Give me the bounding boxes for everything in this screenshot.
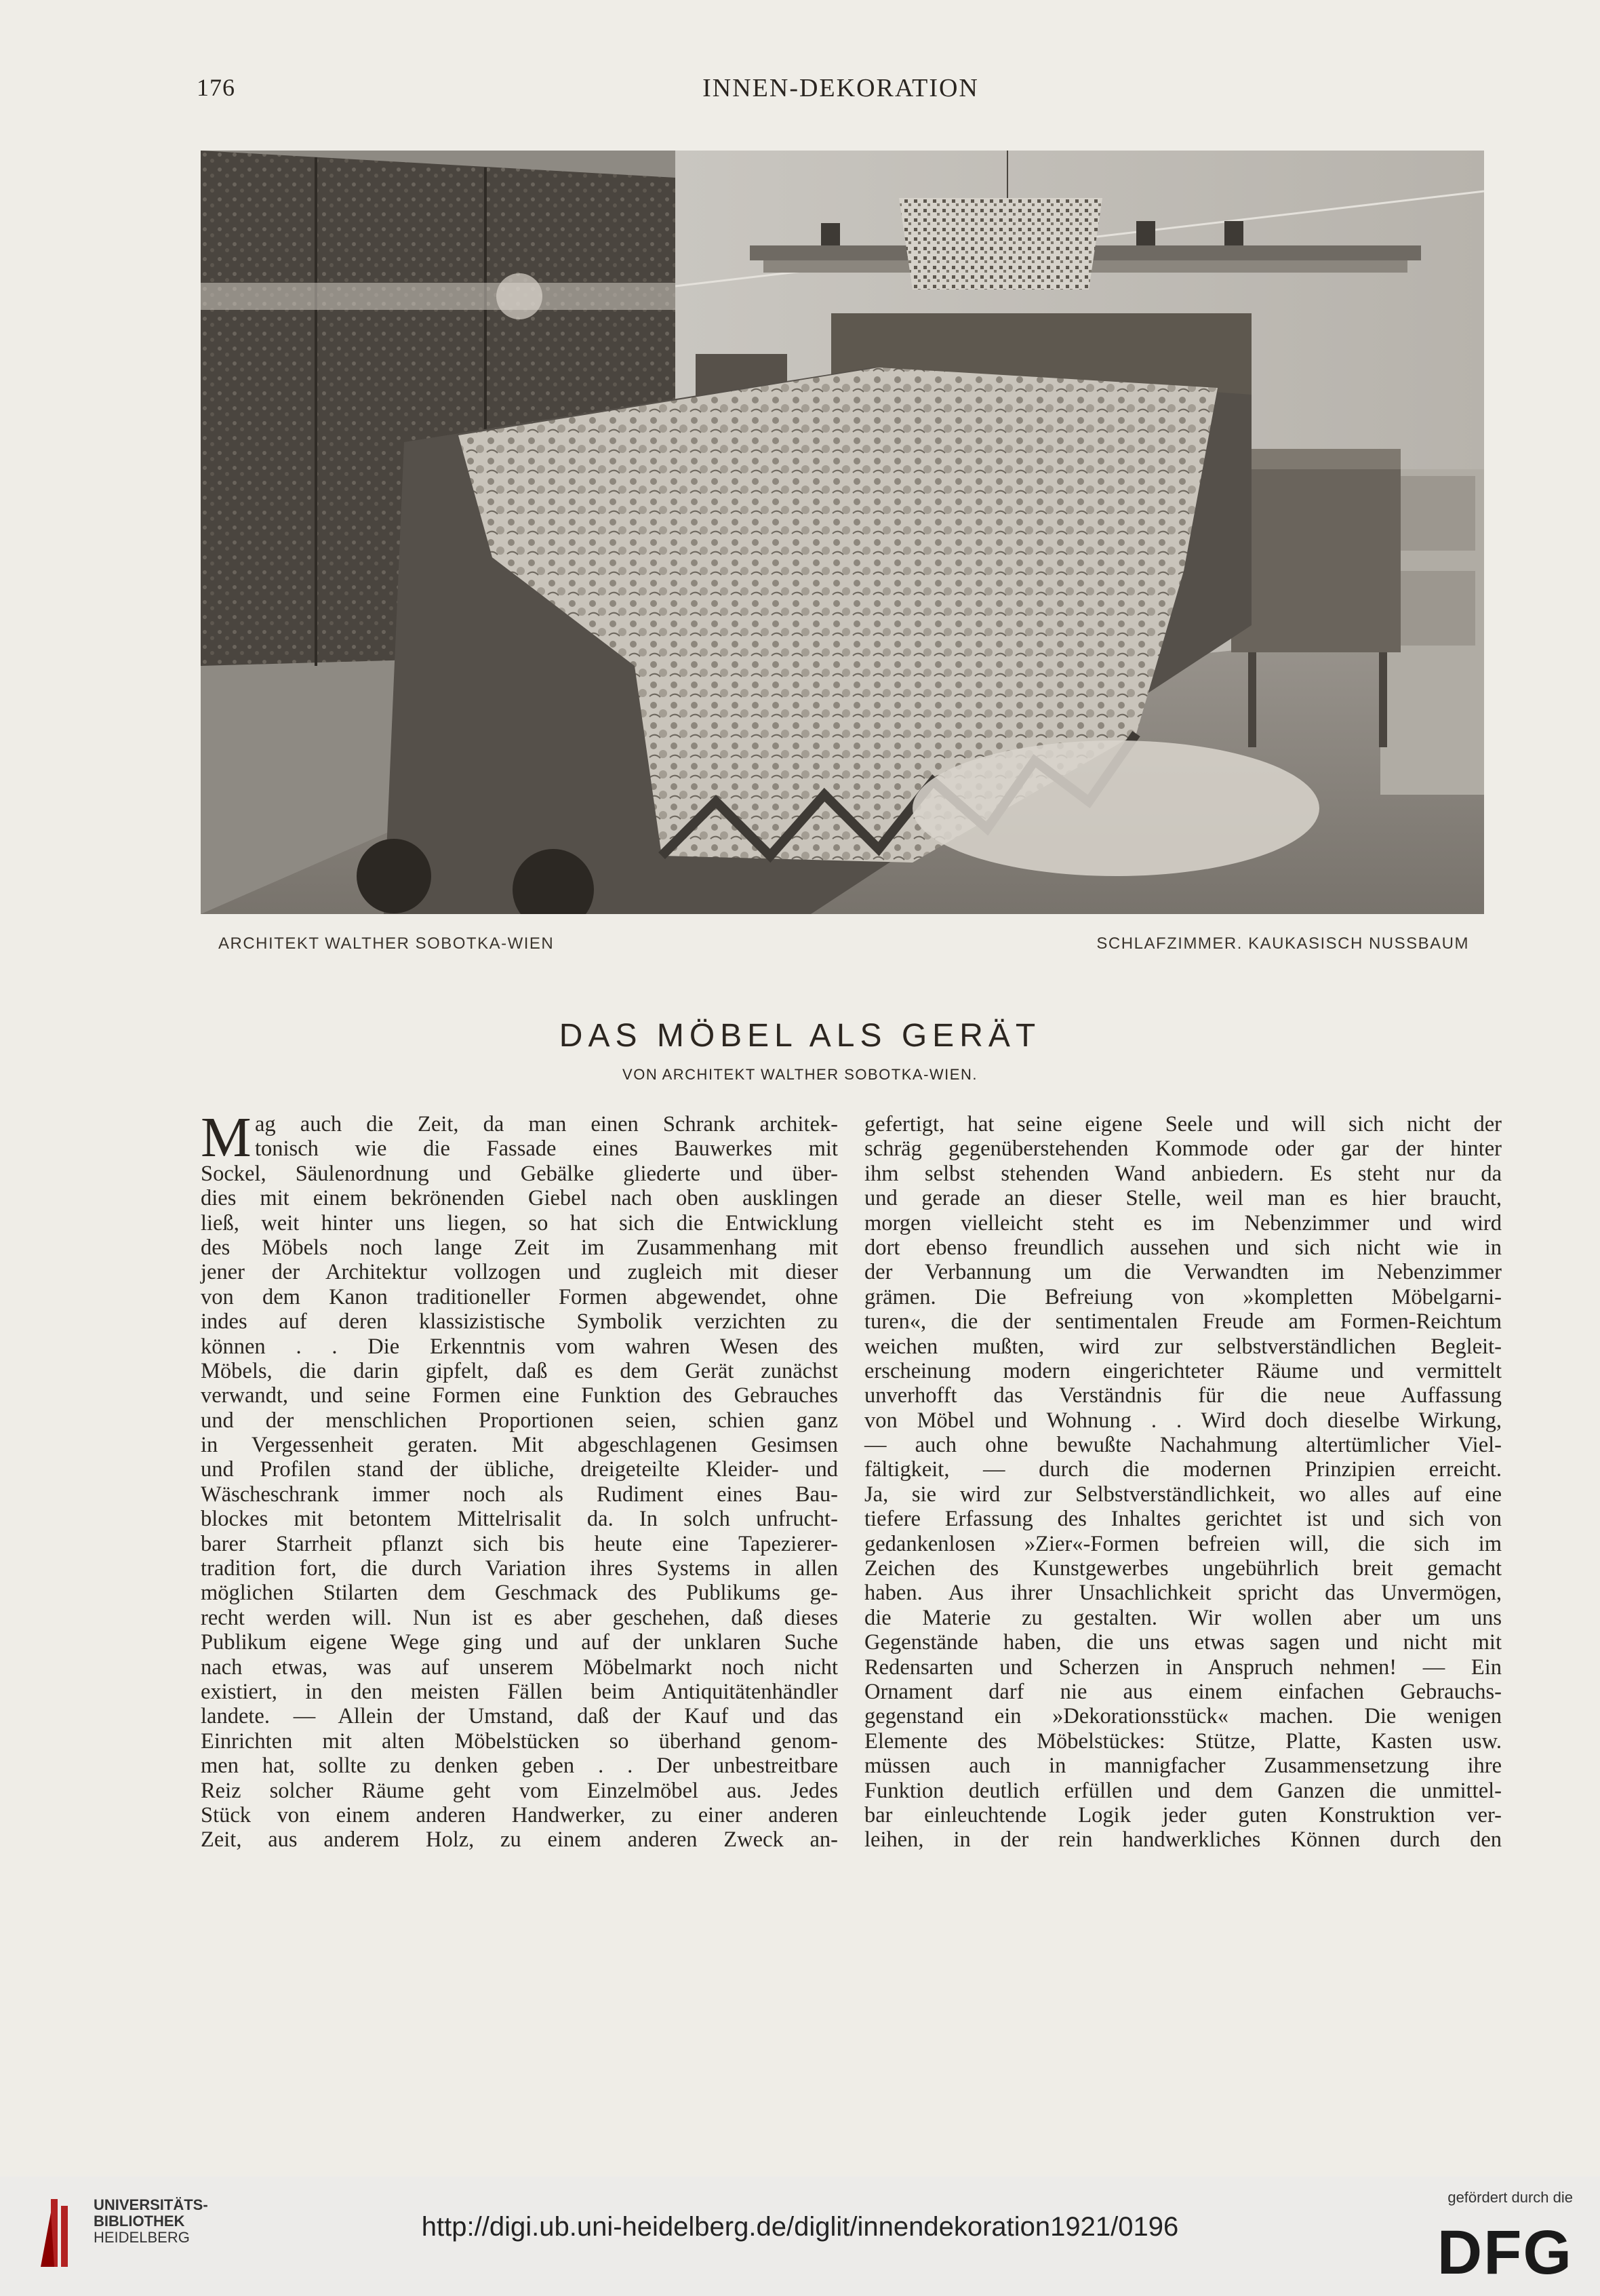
text-line: barer Starrheit pflanzt sich bis heute eine Tapezierer- bbox=[201, 1531, 838, 1556]
text-line: und der menschlichen Proportionen seien, schien ganz bbox=[201, 1408, 838, 1433]
dfg-logo: DFG bbox=[1437, 2218, 1573, 2287]
text-line: der Verbannung um die Verwandten im Nebenzimmer bbox=[864, 1260, 1502, 1285]
drop-cap: M bbox=[201, 1106, 252, 1169]
text-line: nach etwas, was auf unserem Möbelmarkt noch nicht bbox=[201, 1655, 838, 1680]
text-line: gegenstand ein »Dekorationsstück« machen. Die wenigen bbox=[864, 1704, 1502, 1729]
library-line: HEIDELBERG bbox=[94, 2229, 190, 2246]
text-line: ließ, weit hinter uns liegen, so hat sich die Entwicklung bbox=[201, 1210, 838, 1235]
bedroom-photograph bbox=[201, 151, 1484, 914]
text-line: Reiz solcher Räume geht vom Einzelmöbel aus. Jedes bbox=[201, 1778, 838, 1803]
text-line: unverhofft das Verständnis für die neue Auffassung bbox=[864, 1383, 1502, 1408]
text-line: müssen auch in mannigfacher Zusammensetzung ihre bbox=[864, 1754, 1502, 1779]
text-line: und gerade an dieser Stelle, weil man es hier braucht, bbox=[864, 1186, 1502, 1211]
text-line: möglichen Stilarten dem Geschmack des Publikums ge- bbox=[201, 1581, 838, 1606]
text-line: gedankenlosen »Zier«-Formen befreien will, die sich im bbox=[864, 1531, 1502, 1556]
text-line: verwandt, und seine Formen eine Funktion des Gebrauches bbox=[201, 1383, 838, 1408]
funded-by-label: gefördert durch die bbox=[1447, 2189, 1573, 2206]
text-line: landete. — Allein der Umstand, daß der Kauf und das bbox=[201, 1704, 838, 1729]
figure-caption-architect: ARCHITEKT WALTHER SOBOTKA-WIEN bbox=[218, 934, 555, 953]
page-number: 176 bbox=[197, 74, 235, 101]
figure-caption-room: SCHLAFZIMMER. KAUKASISCH NUSSBAUM bbox=[1096, 934, 1469, 953]
text-line: Gegenstände haben, die uns etwas sagen und nicht mit bbox=[864, 1630, 1502, 1655]
text-line: Ja, sie wird zur Selbstverständlichkeit, wo alles auf eine bbox=[864, 1482, 1502, 1507]
text-line: des Möbels noch lange Zeit im Zusammenhang mit bbox=[201, 1235, 838, 1260]
text-line: morgen vielleicht steht es im Nebenzimmer und wird bbox=[864, 1210, 1502, 1235]
text-line: Ornament darf nie aus einem einfachen Gebrauchs- bbox=[864, 1679, 1502, 1704]
text-line: ihm selbst stehenden Wand anbiedern. Es steht nur da bbox=[864, 1161, 1502, 1186]
text-line: gefertigt, hat seine eigene Seele und will sich nicht der bbox=[864, 1112, 1502, 1136]
text-line: haben. Aus ihrer Unsachlichkeit spricht das Unvermögen, bbox=[864, 1581, 1502, 1606]
text-line: Möbels, die darin gipfelt, daß es dem Gerät zunächst bbox=[201, 1358, 838, 1383]
text-line: bar einleuchtende Logik jeder guten Konstruktion ver- bbox=[864, 1802, 1502, 1827]
text-column-left bbox=[201, 1106, 838, 1853]
text-line: — auch ohne bewußte Nachahmung altertümlicher Viel- bbox=[864, 1433, 1502, 1458]
text-line: Publikum eigene Wege ging und auf der unklaren Suche bbox=[201, 1630, 838, 1655]
text-line: recht werden will. Nun ist es aber geschehen, daß dieses bbox=[201, 1605, 838, 1630]
text-line: Funktion deutlich erfüllen und dem Ganzen die unmittel- bbox=[864, 1778, 1502, 1803]
library-line: BIBLIOTHEK bbox=[94, 2213, 185, 2230]
text-line: Wäscheschrank immer noch als Rudiment eines Bau- bbox=[201, 1482, 838, 1507]
text-line: leihen, in der rein handwerkliches Können durch den bbox=[864, 1827, 1502, 1853]
page-header bbox=[197, 73, 1485, 114]
text-line: grämen. Die Befreiung von »kompletten Möbelgarni- bbox=[864, 1284, 1502, 1309]
text-line: dies mit einem bekrönenden Giebel nach oben ausklingen bbox=[201, 1186, 838, 1211]
text-line: Einrichten mit alten Möbelstücken so überhand genom- bbox=[201, 1728, 838, 1754]
text-column-right bbox=[864, 1112, 1502, 1853]
text-line: tonisch wie die Fassade eines Bauwerkes mit bbox=[255, 1136, 838, 1162]
text-line: von Möbel und Wohnung . . Wird doch dieselbe Wirkung, bbox=[864, 1408, 1502, 1433]
text-line: Zeichen des Kunstgewerbes ungebührlich breit gemacht bbox=[864, 1556, 1502, 1581]
article-title: DAS MÖBEL ALS GERÄT bbox=[559, 1018, 1041, 1054]
text-line: tradition fort, die durch Variation ihres Systems in allen bbox=[201, 1556, 838, 1581]
text-line: fältigkeit, — durch die modernen Prinzipien erreicht. bbox=[864, 1457, 1502, 1482]
text-line: von dem Kanon traditioneller Formen abgewendet, ohne bbox=[201, 1284, 838, 1309]
text-line: und Profilen stand der übliche, dreigeteilte Kleider- und bbox=[201, 1457, 838, 1482]
text-line: die Materie zu gestalten. Wir wollen aber um uns bbox=[864, 1605, 1502, 1630]
text-line: ag auch die Zeit, da man einen Schrank architek- bbox=[255, 1112, 838, 1136]
text-line: men hat, sollte zu denken geben . . Der unbestreitbare bbox=[201, 1754, 838, 1779]
text-line: schräg gegenüberstehenden Kommode oder gar der hinter bbox=[864, 1136, 1502, 1162]
text-line: Stück von einem anderen Handwerker, zu einer anderen bbox=[201, 1802, 838, 1827]
text-line: existiert, in den meisten Fällen beim Antiquitätenhändler bbox=[201, 1679, 838, 1704]
text-line: können . . Die Erkenntnis vom wahren Wesen des bbox=[201, 1334, 838, 1359]
text-line: indes auf deren klassizistische Symbolik verzichten zu bbox=[201, 1309, 838, 1334]
text-line: tiefere Erfassung des Inhaltes gerichtet ist und sich von bbox=[864, 1507, 1502, 1532]
text-line: turen«, die der sentimentalen Freude am Formen-Reichtum bbox=[864, 1309, 1502, 1334]
text-line: blockes mit betontem Mittelrisalit da. In solch unfrucht- bbox=[201, 1507, 838, 1532]
text-line: erscheinung modern eingerichteter Räume und vermittelt bbox=[864, 1358, 1502, 1383]
running-title: INNEN-DEKORATION bbox=[702, 74, 979, 102]
text-line: jener der Architektur vollzogen und zugleich mit dieser bbox=[201, 1260, 838, 1285]
text-line: in Vergessenheit geraten. Mit abgeschlagenen Gesimsen bbox=[201, 1433, 838, 1458]
article-byline: VON ARCHITEKT WALTHER SOBOTKA-WIEN. bbox=[622, 1066, 978, 1083]
digital-copy-url[interactable]: http://digi.ub.uni-heidelberg.de/diglit/innendekoration1921/0196 bbox=[421, 2212, 1179, 2242]
text-line: dort ebenso freundlich aussehen und sich nicht wie in bbox=[864, 1235, 1502, 1260]
text-line: Redensarten und Scherzen in Anspruch nehmen! — Ein bbox=[864, 1655, 1502, 1680]
library-line: UNIVERSITÄTS- bbox=[94, 2196, 208, 2213]
text-line: Sockel, Säulenordnung und Gebälke gliederte und über- bbox=[201, 1161, 838, 1186]
text-line: Zeit, aus anderem Holz, zu einem anderen Zweck an- bbox=[201, 1827, 838, 1853]
text-line: weichen mußten, wird zur selbstverständlichen Begleit- bbox=[864, 1334, 1502, 1359]
text-line: Elemente des Möbelstückes: Stütze, Platte, Kasten usw. bbox=[864, 1728, 1502, 1754]
